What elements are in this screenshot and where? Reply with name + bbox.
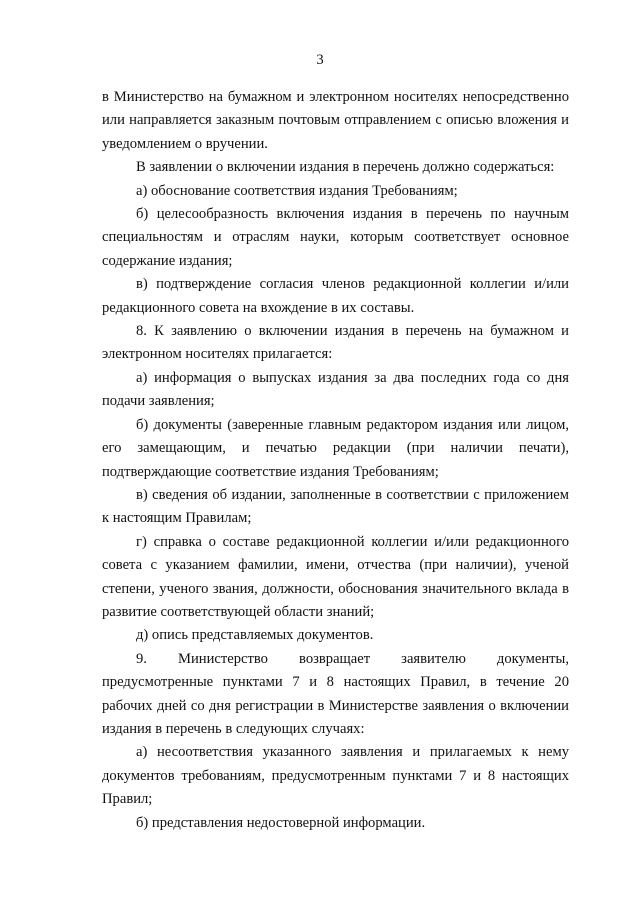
clause-8-item-d: д) опись представляемых документов. [136, 627, 374, 644]
paragraph-application-contents: В заявлении о включении издания в перечень должно содержаться: [136, 159, 555, 176]
clause-9: 9. Министерство возвращает заявителю документы, предусмотренные пунктами 7 и 8 настоящих Правил, в течение 20 рабочих дней со дня регистрации в Министерстве заявления о включении издания в перечень в следующих случаях: [102, 650, 569, 737]
list-item-v: в) подтверждение согласия членов редакционной коллегии и/или редакционного совета на вхождение в их составы. [102, 276, 569, 316]
paragraph-continuation: в Министерство на бумажном и электронном носителях непосредственно или направляется заказным почтовым отправлением с описью вложения и уведомлением о вручении. [102, 89, 569, 152]
clause-8-item-b: б) документы (заверенные главным редактором издания или лицом, его замещающим, и печатью редакции (при наличии печати), подтверждающие соответствие издания Требованиям; [102, 416, 569, 480]
clause-9-item-a: а) несоответствия указанного заявления и прилагаемых к нему документов требованиям, предусмотренным пунктами 7 и 8 настоящих Правил; [102, 744, 569, 808]
clause-8-item-g: г) справка о составе редакционной коллегии и/или редакционного совета с указанием фамилии, имени, отчества (при наличии), ученой степени, ученого звания, должности, обоснования значительного вклада в развитие соответствующей области знаний; [102, 533, 569, 620]
list-item-a: а) обоснование соответствия издания Требованиям; [136, 182, 458, 199]
page-number: 3 [316, 52, 324, 68]
document-body [102, 86, 569, 835]
clause-8: 8. К заявлению о включении издания в перечень на бумажном и электронном носителях прилагается: [102, 323, 569, 363]
clause-9-item-b: б) представления недостоверной информации. [136, 814, 426, 831]
clause-8-item-a: а) информация о выпусках издания за два последних года со дня подачи заявления; [102, 369, 569, 410]
list-item-b: б) целесообразность включения издания в перечень по научным специальностям и отраслям науки, которым соответствует основное содержание издания; [102, 206, 569, 269]
clause-8-item-v: в) сведения об издании, заполненные в соответствии с приложением к настоящим Правилам; [102, 486, 569, 527]
